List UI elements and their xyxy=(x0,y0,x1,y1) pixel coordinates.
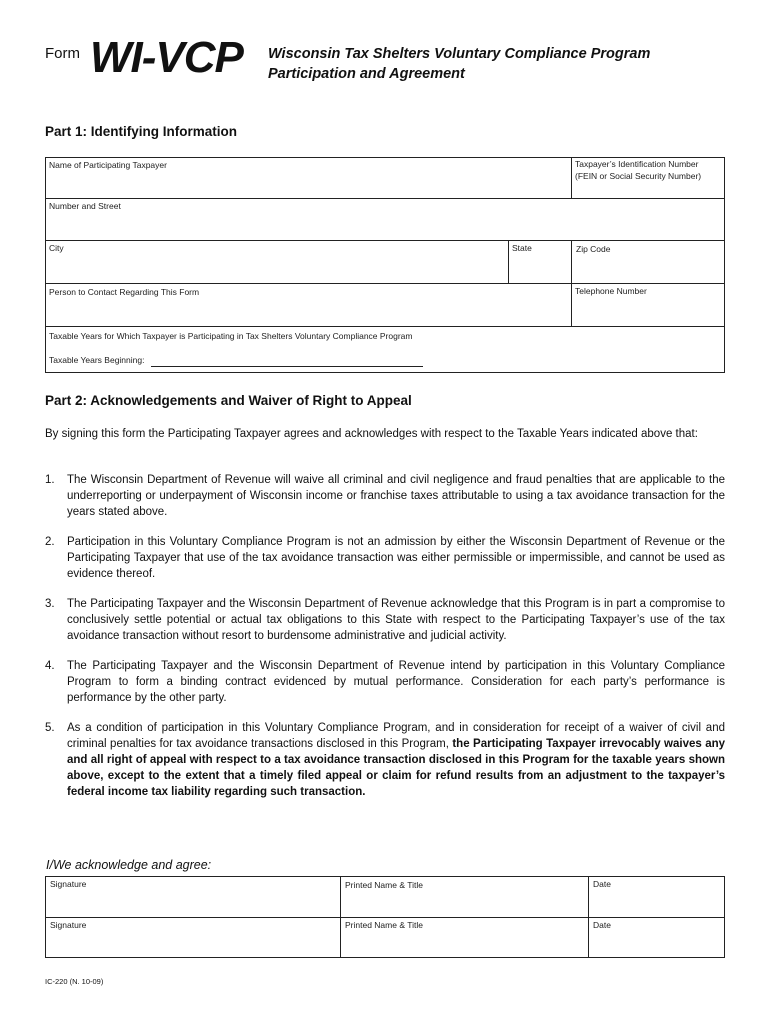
city-field[interactable] xyxy=(46,254,507,282)
date-label: Date xyxy=(593,879,611,889)
tin-label-line2: (FEIN or Social Security Number) xyxy=(575,171,702,181)
date-field-1[interactable] xyxy=(589,890,724,916)
contact-label: Person to Contact Regarding This Form xyxy=(49,287,200,297)
part1-heading: Part 1: Identifying Information xyxy=(45,124,238,139)
zip-label: Zip Code xyxy=(576,244,611,254)
acknowledgement-item-3: The Participating Taxpayer and the Wisconsin Department of Revenue acknowledge that this Program is in part a compromise to conclusively settle potential or actual tax obligations to this State with respect to the Participating Taxpayer’s use of the tax avoidance transaction without resort to burdensome administrative and judicial activity. xyxy=(67,598,725,642)
street-label: Number and Street xyxy=(49,201,121,211)
item-5-plain-text: As a condition of participation in this Voluntary Compliance Program, and in consideration for receipt of a waiver of civil and criminal penalties for tax avoidance transactions disclosed in this Program, xyxy=(67,722,725,750)
divider xyxy=(45,326,725,327)
acknowledge-statement: I/We acknowledge and agree: xyxy=(46,858,212,872)
signature-label: Signature xyxy=(50,879,87,889)
acknowledgement-item-4: The Participating Taxpayer and the Wisconsin Department of Revenue intend by participation in this Voluntary Compliance Program to form a binding contract evidenced by mutual performance. Consideration for each party’s performance is performance by the other party. xyxy=(67,660,725,704)
zip-field[interactable] xyxy=(572,256,724,282)
item-number: 2. xyxy=(45,536,55,548)
item-number: 3. xyxy=(45,598,55,610)
years-beginning-label: Taxable Years Beginning: xyxy=(49,355,145,365)
item-number: 1. xyxy=(45,474,55,486)
date-field-2[interactable] xyxy=(589,931,724,957)
divider xyxy=(45,240,725,241)
signature-label: Signature xyxy=(50,920,87,930)
form-code: WI-VCP xyxy=(90,33,243,82)
acknowledgement-item-2: Participation in this Voluntary Compliance Program is not an admission by either the Wisconsin Department of Revenue or the Participating Taxpayer that use of the tax avoidance transaction was either permissible or impermissible, and cannot be used as evidence thereof. xyxy=(67,536,725,580)
divider xyxy=(45,917,725,918)
form-label: Form xyxy=(45,45,80,62)
divider xyxy=(45,198,725,199)
state-field[interactable] xyxy=(509,254,570,282)
street-field[interactable] xyxy=(46,212,724,239)
printed-name-field-2[interactable] xyxy=(341,931,587,957)
taxable-years-label: Taxable Years for Which Taxpayer is Participating in Tax Shelters Voluntary Compliance Program xyxy=(49,331,413,341)
phone-field[interactable] xyxy=(572,298,724,325)
years-beginning-field[interactable] xyxy=(151,366,423,367)
acknowledgement-item-5 xyxy=(67,720,725,800)
date-label: Date xyxy=(593,920,611,930)
taxpayer-name-label: Name of Participating Taxpayer xyxy=(49,160,167,170)
printed-name-field-1[interactable] xyxy=(341,891,587,916)
city-label: City xyxy=(49,243,64,253)
contact-field[interactable] xyxy=(46,298,570,325)
taxpayer-name-field[interactable] xyxy=(46,171,570,197)
acknowledgement-item-1: The Wisconsin Department of Revenue will waive all criminal and civil negligence and fraud penalties that are applicable to the underreporting or underpayment of Wisconsin income or franchise taxes attributable to using a tax avoidance transaction for the years stated above. xyxy=(67,474,725,518)
appeal-waiver-text: the Participating Taxpayer irrevocably waives any and all right of appeal with respect to a tax avoidance transaction disclosed in this Program for the taxable years shown above, except to the extent that a timely filed appeal or claim for refund results from an adjustment to the taxpayer’s federal income tax liability regarding such transaction. xyxy=(67,738,726,798)
form-title xyxy=(268,44,650,84)
item-number: 5. xyxy=(45,722,55,734)
tin-label-line1: Taxpayer’s Identification Number xyxy=(575,159,699,169)
divider xyxy=(45,283,725,284)
form-title-line2: Participation and Agreement xyxy=(268,66,465,82)
part2-heading: Part 2: Acknowledgements and Waiver of Right to Appeal xyxy=(45,393,412,408)
signature-field-2[interactable] xyxy=(46,931,339,957)
tin-label xyxy=(575,158,701,182)
tin-field[interactable] xyxy=(572,183,724,197)
state-label: State xyxy=(512,243,532,253)
signature-field-1[interactable] xyxy=(46,890,339,916)
part2-intro: By signing this form the Participating Taxpayer agrees and acknowledges with respect to the Taxable Years indicated above that: xyxy=(45,428,698,440)
printed-name-label: Printed Name & Title xyxy=(345,920,423,930)
item-number: 4. xyxy=(45,660,55,672)
printed-name-label: Printed Name & Title xyxy=(345,880,423,890)
form-revision-code: IC-220 (N. 10-09) xyxy=(45,977,104,986)
form-title-line1: Wisconsin Tax Shelters Voluntary Compliance Program xyxy=(268,46,651,62)
phone-label: Telephone Number xyxy=(575,286,647,296)
